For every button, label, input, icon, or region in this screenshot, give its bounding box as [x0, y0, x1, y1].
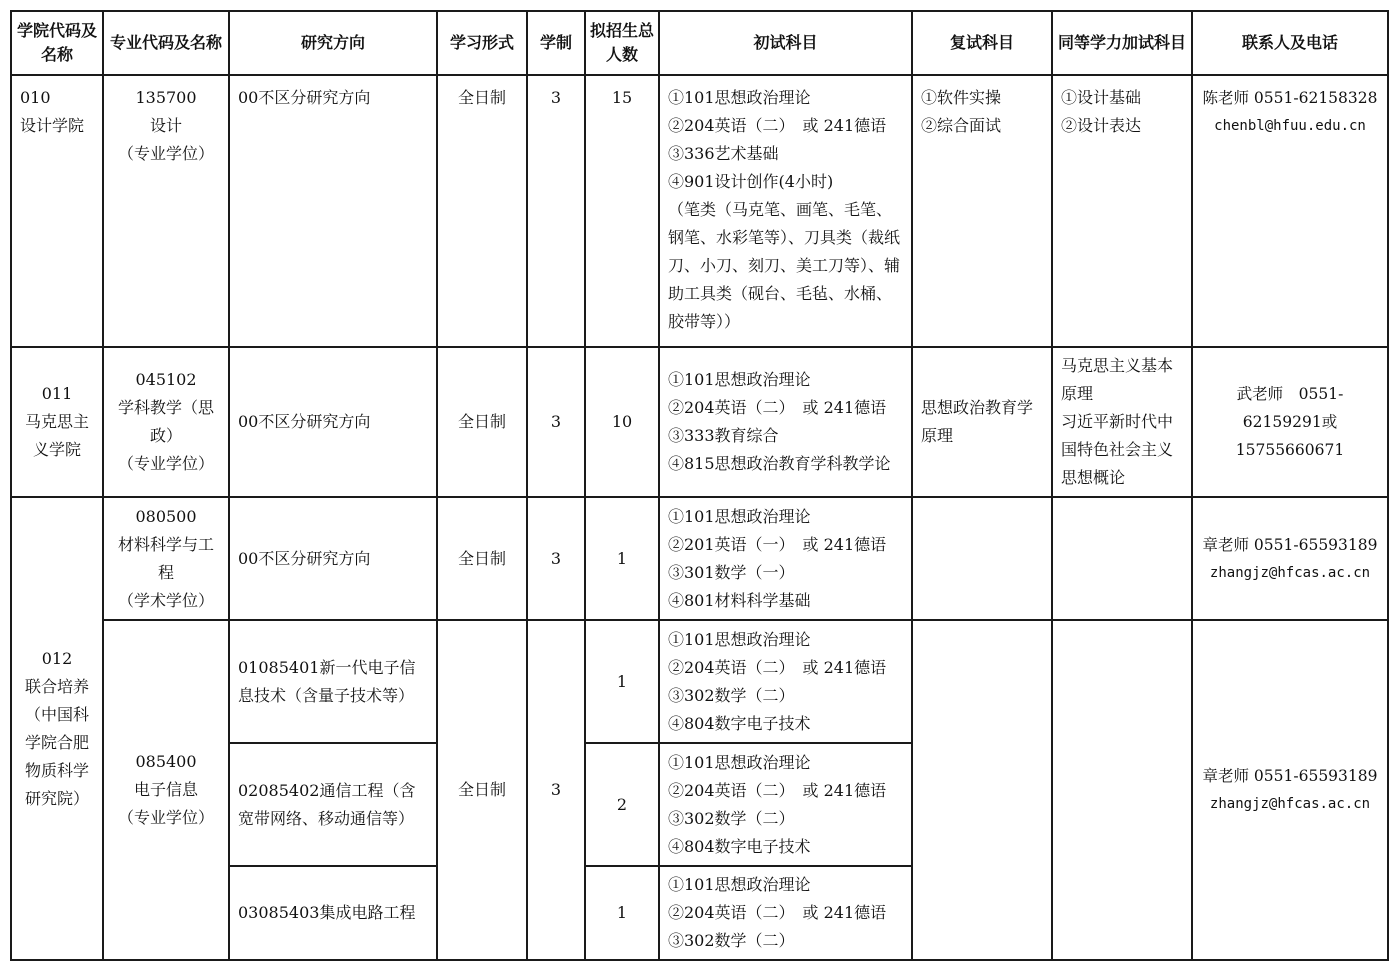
initial-subject: ③301数学（一）: [668, 562, 795, 582]
initial-subject: ③333教育综合: [668, 426, 779, 445]
direction-cell: 02085402通信工程（含宽带网络、移动通信等）: [229, 743, 437, 866]
contact-email: chenbl@hfuu.edu.cn: [1214, 118, 1366, 134]
header-row: [11, 11, 1388, 75]
initial-subject-note: （笔类（马克笔、画笔、毛笔、钢笔、水彩笔等）、刀具类（裁纸刀、小刀、刻刀、美工刀等）、辅助工具类（砚台、毛毡、水桶、胶带等））: [668, 200, 901, 331]
initial-subject: ②204英语（二） 或 241德语: [668, 903, 887, 922]
initial-subject: ①101思想政治理论: [668, 875, 811, 894]
initial-subjects-cell: [659, 75, 912, 347]
extra-subjects-cell: [1052, 347, 1192, 497]
initial-subjects-cell: [659, 347, 912, 497]
college-name: 联合培养（中国科学院合肥物质科学研究院）: [24, 676, 89, 808]
header-extra-subjects: 同等学力加试科目: [1052, 11, 1192, 75]
extra-subjects-cell: [1052, 75, 1192, 347]
contact-cell: [1192, 620, 1388, 960]
major-code: 045102: [135, 370, 197, 389]
retest-subjects-cell: [912, 620, 1052, 960]
initial-subject: ③302数学（二）: [668, 808, 795, 828]
quota-cell: 10: [585, 347, 659, 497]
header-years: 学制: [527, 11, 585, 75]
major-code: 135700: [135, 88, 197, 107]
initial-subjects-cell: [659, 620, 912, 743]
retest-subject: ①软件实操: [921, 88, 1002, 107]
contact-name-phone: 陈老师 0551-62158328: [1202, 89, 1378, 107]
major-name: 材料科学与工程: [117, 534, 214, 582]
years-cell: 3: [527, 620, 585, 960]
table-row-materials: [11, 497, 1388, 620]
header-retest-subjects: 复试科目: [912, 11, 1052, 75]
major-type: （专业学位）: [117, 808, 214, 827]
initial-subject: ①101思想政治理论: [668, 506, 811, 526]
quota-cell: 1: [585, 866, 659, 960]
major-name: 学科教学（思政）: [117, 398, 214, 445]
major-name: 电子信息: [133, 780, 198, 799]
initial-subject: ③302数学（二）: [668, 685, 795, 705]
initial-subject: ③302数学（二）: [668, 931, 795, 950]
college-name: 马克思主义学院: [24, 412, 89, 459]
initial-subject: ①101思想政治理论: [668, 752, 811, 772]
college-code: 012: [41, 648, 73, 668]
major-type: （专业学位）: [117, 144, 214, 163]
years-cell: 3: [527, 497, 585, 620]
direction-cell: 03085403集成电路工程: [229, 866, 437, 960]
table-row-electronics-1: [11, 620, 1388, 743]
extra-subjects-cell: [1052, 620, 1192, 960]
initial-subject: ③336艺术基础: [668, 144, 779, 163]
contact-cell: [1192, 75, 1388, 347]
contact-name-phone: 章老师 0551-65593189: [1202, 767, 1378, 785]
major-cell: [103, 347, 229, 497]
initial-subject: ②204英语（二） 或 241德语: [668, 780, 887, 800]
retest-subject: ②综合面试: [921, 116, 1002, 135]
direction-cell: 00不区分研究方向: [229, 347, 437, 497]
initial-subject: ①101思想政治理论: [668, 370, 811, 389]
initial-subject: ②201英语（一） 或 241德语: [668, 534, 887, 554]
initial-subjects-cell: [659, 866, 912, 960]
header-initial-subjects: 初试科目: [659, 11, 912, 75]
contact-cell: [1192, 497, 1388, 620]
retest-subjects-cell: [912, 497, 1052, 620]
extra-subject: ②设计表达: [1061, 116, 1142, 135]
initial-subject: ④815思想政治教育学科教学论: [668, 454, 891, 473]
college-cell: [11, 75, 103, 347]
header-contact: 联系人及电话: [1192, 11, 1388, 75]
college-cell: [11, 347, 103, 497]
table-row-design: [11, 75, 1388, 347]
initial-subject: ①101思想政治理论: [668, 629, 811, 649]
major-type: （学术学位）: [117, 590, 214, 610]
major-code: 080500: [135, 506, 197, 526]
extra-subject: 马克思主义基本原理: [1061, 356, 1174, 403]
college-cell: [11, 497, 103, 960]
major-cell: [103, 620, 229, 960]
college-name: 设计学院: [20, 116, 85, 135]
header-mode: 学习形式: [437, 11, 527, 75]
direction-cell: 00不区分研究方向: [229, 75, 437, 347]
mode-cell: 全日制: [437, 75, 527, 347]
initial-subject: ②204英语（二） 或 241德语: [668, 657, 887, 677]
contact-cell: 武老师 0551-62159291或15755660671: [1192, 347, 1388, 497]
initial-subjects-cell: [659, 497, 912, 620]
retest-subjects-cell: 思想政治教育学原理: [912, 347, 1052, 497]
mode-cell: 全日制: [437, 497, 527, 620]
extra-subject: ①设计基础: [1061, 88, 1142, 107]
college-code: 010: [20, 88, 51, 107]
initial-subject: ④901设计创作(4小时): [668, 172, 834, 191]
quota-cell: 1: [585, 620, 659, 743]
header-quota: 拟招生总人数: [585, 11, 659, 75]
major-type: （专业学位）: [117, 454, 214, 473]
quota-cell: 15: [585, 75, 659, 347]
table-row-marxism: [11, 347, 1388, 497]
extra-subjects-cell: [1052, 497, 1192, 620]
quota-cell: 2: [585, 743, 659, 866]
initial-subject: ④801材料科学基础: [668, 590, 811, 610]
major-code: 085400: [135, 752, 197, 771]
years-cell: 3: [527, 75, 585, 347]
major-cell: [103, 75, 229, 347]
mode-cell: 全日制: [437, 347, 527, 497]
contact-email: zhangjz@hfcas.ac.cn: [1209, 564, 1371, 581]
major-name: 设计: [149, 116, 182, 135]
header-college: 学院代码及名称: [11, 11, 103, 75]
retest-subjects-cell: [912, 75, 1052, 347]
header-major: 专业代码及名称: [103, 11, 229, 75]
initial-subject: ②204英语（二） 或 241德语: [668, 116, 887, 135]
years-cell: 3: [527, 347, 585, 497]
initial-subject: ④804数字电子技术: [668, 836, 811, 856]
initial-subject: ①101思想政治理论: [668, 88, 811, 107]
direction-cell: 00不区分研究方向: [229, 497, 437, 620]
contact-name-phone: 章老师 0551-65593189: [1202, 535, 1378, 554]
direction-cell: 01085401新一代电子信息技术（含量子技术等）: [229, 620, 437, 743]
header-direction: 研究方向: [229, 11, 437, 75]
major-cell: [103, 497, 229, 620]
initial-subject: ②204英语（二） 或 241德语: [668, 398, 887, 417]
extra-subject: 习近平新时代中国特色社会主义思想概论: [1061, 412, 1174, 487]
quota-cell: 1: [585, 497, 659, 620]
initial-subjects-cell: [659, 743, 912, 866]
mode-cell: 全日制: [437, 620, 527, 960]
initial-subject: ④804数字电子技术: [668, 713, 811, 733]
admissions-table: [10, 10, 1389, 961]
contact-email: zhangjz@hfcas.ac.cn: [1209, 796, 1371, 812]
college-code: 011: [41, 384, 73, 403]
